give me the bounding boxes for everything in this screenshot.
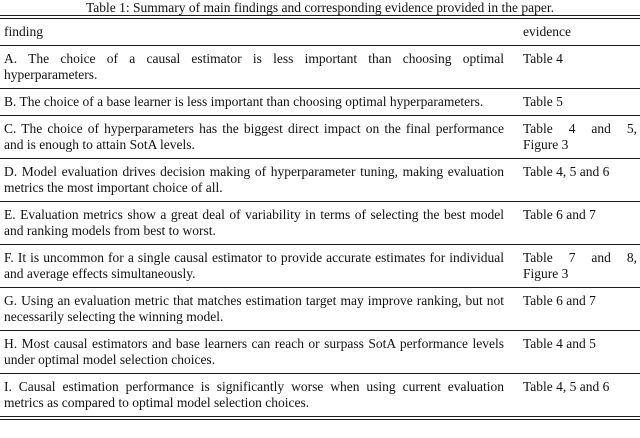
header-row: [0, 17, 640, 46]
findings-table: [0, 15, 640, 420]
evidence-cell: Table 4, 5 and 6: [523, 164, 610, 179]
column-header-finding: finding: [0, 17, 520, 46]
table-header: [0, 17, 640, 46]
table-body: [0, 46, 640, 419]
finding-cell: F. It is uncommon for a single causal estimator to provide accurate estimates for individual and average effects simultaneously.: [4, 250, 504, 281]
table-row: [0, 331, 640, 374]
finding-cell: C. The choice of hyperparameters has the biggest direct impact on the final performance and is enough to attain SotA levels.: [4, 121, 504, 152]
table-row: [0, 46, 640, 89]
evidence-cell: Table 7 and 8, Figure 3: [523, 250, 637, 281]
evidence-cell: Table 6 and 7: [523, 207, 596, 222]
evidence-cell: Table 4 and 5: [523, 336, 596, 351]
evidence-cell: Table 4 and 5, Figure 3: [523, 121, 637, 152]
table-row: [0, 116, 640, 159]
table-row: [0, 89, 640, 116]
evidence-cell: Table 6 and 7: [523, 293, 596, 308]
finding-cell: I. Causal estimation performance is significantly worse when using current evaluation metrics as compared to optimal model selection choices.: [4, 379, 504, 410]
finding-cell: B. The choice of a base learner is less important than choosing optimal hyperparameters.: [4, 94, 484, 109]
finding-cell: A. The choice of a causal estimator is less important than choosing optimal hyperparameters.: [4, 51, 504, 82]
table-row: [0, 288, 640, 331]
finding-cell: E. Evaluation metrics show a great deal of variability in terms of selecting the best model and ranking models from best to worst.: [4, 207, 504, 238]
evidence-cell: Table 4, 5 and 6: [523, 379, 610, 394]
table-caption: Table 1: Summary of main findings and corresponding evidence provided in the paper.: [85, 0, 555, 15]
finding-cell: D. Model evaluation drives decision making of hyperparameter tuning, making evaluation metrics the most important choice of all.: [4, 164, 504, 195]
evidence-cell: Table 5: [523, 94, 563, 109]
finding-cell: H. Most causal estimators and base learners can reach or surpass SotA performance levels under optimal model selection choices.: [4, 336, 504, 367]
table-row: [0, 245, 640, 288]
table-row: [0, 374, 640, 419]
table-row: [0, 202, 640, 245]
table-row: [0, 159, 640, 202]
finding-cell: G. Using an evaluation metric that matches estimation target may improve ranking, but not necessarily selecting the winning model.: [4, 293, 504, 324]
evidence-cell: Table 4: [523, 51, 563, 66]
column-header-evidence: evidence: [520, 17, 640, 46]
